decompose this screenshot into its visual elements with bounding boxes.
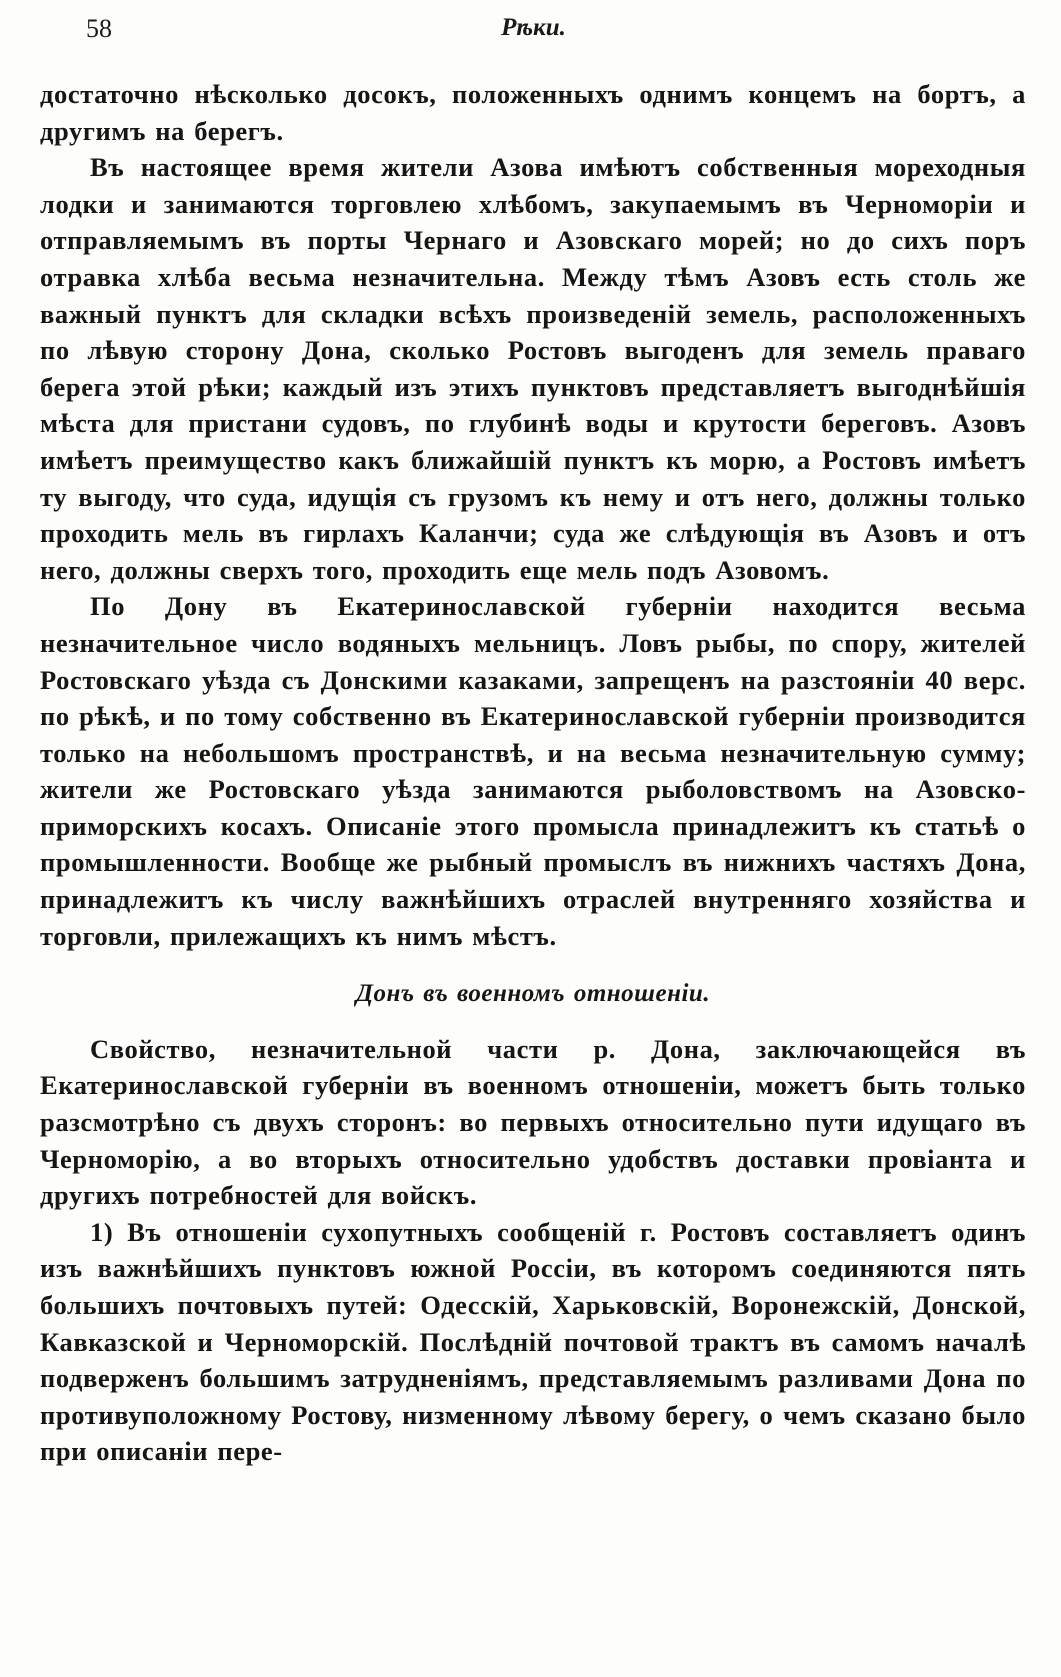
paragraph-azov-trade: Въ настоящее время жители Азова имѣютъ собственныя мореходныя лодки и занимаются торговлею хлѣбомъ, закупаемымъ въ Черноморіи и отправляемымъ въ порты Чернаго и Азовскаго морей; но до сихъ поръ отравка хлѣба весьма незначительна. Между тѣмъ Азовъ есть столь же важный пунктъ для складки всѣхъ произведеній земель, расположенныхъ по лѣвую сторону Дона, сколько Ростовъ выгоденъ для земель праваго берега этой рѣки; каждый изъ этихъ пунктовъ представляетъ выгоднѣйшія мѣста для пристани судовъ, по глубинѣ воды и крутости береговъ. Азовъ имѣетъ преимущество какъ ближайшій пунктъ къ морю, а Ростовъ имѣетъ ту выгоду, что суда, идущія съ грузомъ къ нему и отъ него, должны только проходить мель въ гирлахъ Каланчи; суда же слѣдующія въ Азовъ и отъ него, должны сверхъ того, проходить еще мель подъ Азовомъ. — [40, 152, 1026, 585]
paragraph-continuation: достаточно нѣсколько досокъ, положенныхъ однимъ концемъ на бортъ, а другимъ на берегъ. — [40, 79, 1026, 146]
section-heading: Донъ въ военномъ отношеніи. — [355, 980, 711, 1008]
paragraph-military-aspect: Свойство, незначительной части р. Дона, заключающейся въ Екатеринославской губерніи въ военномъ отношеніи, можетъ быть только разсмотрѣно съ двухъ сторонъ: во первыхъ относительно пути идущаго въ Черноморію, а во вторыхъ относительно удобствъ доставки провіанта и другихъ потребностей для войскъ. — [40, 1033, 1026, 1211]
paragraph-land-communications: 1) Въ отношеніи сухопутныхъ сообщеній г. Ростовъ составляетъ одинъ изъ важнѣйшихъ пунктовъ южной Россіи, въ которомъ соединяются пять большихъ почтовыхъ путей: Одесскій, Харьковскій, Воронежскій, Донской, Кавказской и Черноморскій. Послѣдній почтовой трактъ въ самомъ началѣ подверженъ большимъ затрудненіямъ, представляемымъ разливами Дона по противуположному Ростову, низменному лѣвому берегу, о чемъ сказано было при описаніи пере- — [40, 1216, 1026, 1467]
paragraph-mills-fishing: По Дону въ Екатеринославской губерніи находится весьма незначительное число водяныхъ мельницъ. Ловъ рыбы, по спору, жителей Ростовскаго уѣзда съ Донскими казаками, запрещенъ на разстояніи 40 верс. по рѣкѣ, и по тому собственно въ Екатеринославской губерніи производится только на небольшомъ пространствѣ, и на весьма незначительную сумму; жители же Ростовскаго уѣзда занимаются рыболовствомъ на Азовско-приморскихъ косахъ. Описаніе этого промысла принадлежитъ къ статьѣ о промышленности. Вообще же рыбный промыслъ въ нижнихъ частяхъ Дона, принадлежитъ къ числу важнѣйшихъ отраслей внутренняго хозяйства и торговли, прилежащихъ къ нимъ мѣстъ. — [40, 591, 1026, 951]
running-title: Рѣки. — [501, 14, 566, 41]
page-number: 58 — [86, 14, 112, 43]
body-text — [40, 76, 1026, 1470]
running-head — [86, 14, 981, 54]
